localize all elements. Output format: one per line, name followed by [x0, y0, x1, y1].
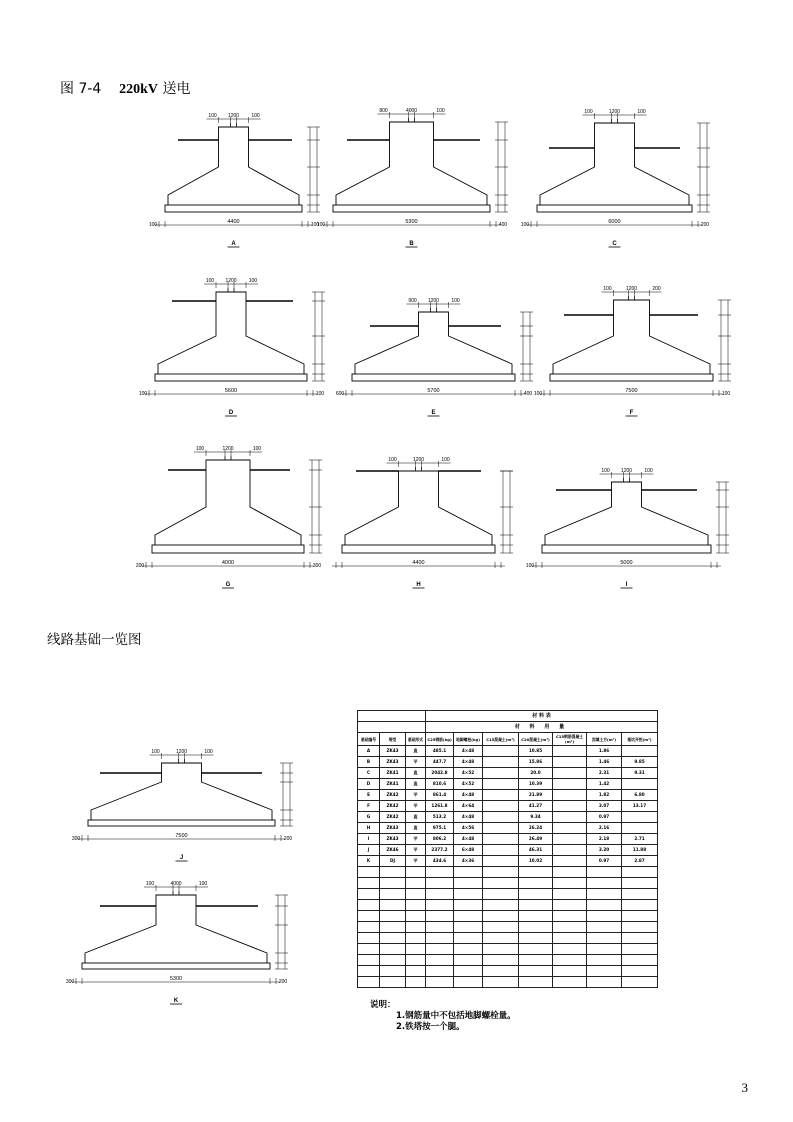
table-cell [553, 768, 587, 779]
pad-footing [342, 545, 495, 553]
table-cell: 485.1 [426, 746, 454, 757]
dim-label: 100 [520, 222, 530, 228]
table-cell: 1.86 [587, 746, 622, 757]
dim-label: 800 [379, 108, 388, 114]
dim-label: 600 [335, 391, 345, 397]
table-cell [483, 845, 519, 856]
dim-label: 100 [388, 457, 397, 463]
table-cell: 2.87 [622, 856, 658, 867]
table-cell [483, 801, 519, 812]
table-cell: 447.7 [426, 757, 454, 768]
table-cell [553, 812, 587, 823]
table-cell: 4×48 [454, 812, 483, 823]
table-empty-row [358, 889, 658, 900]
dim-label: 1200 [608, 109, 621, 115]
dim-label: 100 [145, 881, 155, 887]
table-cell: 直 [406, 812, 426, 823]
table-row [358, 834, 658, 845]
dim-label: 1200 [412, 457, 425, 463]
dim-label: 300 [312, 563, 322, 569]
dim-label: 7500 [625, 388, 638, 394]
table-cell: E [358, 790, 380, 801]
table-empty-row [358, 878, 658, 889]
table-row [358, 823, 658, 834]
table-cell [483, 746, 519, 757]
dim-label: 1200 [620, 468, 633, 474]
table-group-header: 材 料 用 量 [426, 722, 658, 733]
table-cell: 21.89 [519, 790, 553, 801]
table-cell [483, 834, 519, 845]
table-cell: 4×48 [454, 746, 483, 757]
table-cell [622, 746, 658, 757]
drawing-label: G [225, 582, 231, 588]
dim-label: 100 [208, 113, 217, 119]
dim-label: 100 [315, 391, 325, 397]
table-cell [483, 856, 519, 867]
table-header-row [358, 733, 658, 746]
table-cell [483, 757, 519, 768]
table-empty-row [358, 933, 658, 944]
table-cell: 4×36 [454, 856, 483, 867]
dim-label: 100 [533, 391, 543, 397]
table-cell: 直 [406, 779, 426, 790]
table-cell: ZK43 [380, 746, 406, 757]
table-cell [553, 746, 587, 757]
dim-label: 200 [700, 222, 710, 228]
table-cell: H [358, 823, 380, 834]
dim-label: 4000 [221, 560, 235, 566]
table-title: 材 料 表 [426, 711, 658, 722]
table-cell: 3.20 [587, 845, 622, 856]
column-header: 地脚螺栓(kg) [454, 733, 483, 746]
table-cell: 3.07 [587, 801, 622, 812]
dim-label: 100 [436, 108, 445, 114]
table-cell: 9.34 [519, 812, 553, 823]
page-title: 图 7-4 220kV 送电 [60, 81, 191, 97]
table-cell: 6×48 [454, 845, 483, 856]
dim-label: 100 [721, 391, 731, 397]
pad-footing [550, 374, 713, 381]
table-cell: 11.88 [622, 845, 658, 856]
notes [370, 1000, 516, 1033]
dim-label: 200 [135, 563, 145, 569]
table-row [358, 856, 658, 867]
table-cell: I [358, 834, 380, 845]
page-number: 3 [741, 1080, 748, 1095]
table-cell [483, 812, 519, 823]
table-cell: G [358, 812, 380, 823]
table-cell: 2.18 [587, 834, 622, 845]
table-cell: 1261.8 [426, 801, 454, 812]
table-cell: 810.6 [426, 779, 454, 790]
table-row [358, 790, 658, 801]
table-cell: 0.97 [587, 812, 622, 823]
column-header: 回填土方(m³) [587, 733, 622, 746]
dim-label: 200 [278, 979, 288, 985]
dim-label: 5600 [224, 388, 238, 394]
dim-label: 100 [205, 278, 215, 284]
table-cell [622, 823, 658, 834]
table-group-row [358, 722, 658, 733]
foundation-outline [158, 292, 304, 374]
table-cell [622, 812, 658, 823]
dim-label: 400 [498, 222, 508, 228]
table-row [358, 768, 658, 779]
table-cell: 26.24 [519, 823, 553, 834]
dim-label: 4400 [227, 219, 240, 225]
foundation-outline [336, 122, 487, 205]
dim-label: 1200 [175, 749, 188, 755]
table-cell: 9.31 [622, 768, 658, 779]
dim-label: 100 [637, 109, 646, 115]
table-cell: 4×48 [454, 757, 483, 768]
table-empty-row [358, 977, 658, 988]
table-cell: 861.4 [426, 790, 454, 801]
dim-label: 100 [148, 222, 158, 228]
foundation-outline [168, 127, 299, 205]
dim-label: 100 [451, 298, 460, 304]
dim-label: 6000 [608, 219, 621, 225]
foundation-outline [553, 300, 710, 374]
foundation-outline [155, 460, 301, 545]
table-row [358, 812, 658, 823]
dim-label: 100 [251, 113, 260, 119]
dim-label: 5700 [427, 388, 440, 394]
table-cell: 0.97 [587, 856, 622, 867]
drawing-label: A [231, 241, 236, 247]
table-cell: 平 [406, 856, 426, 867]
dim-label: 100 [310, 222, 320, 228]
dim-label: 100 [248, 278, 258, 284]
table-empty-row [358, 966, 658, 977]
table-cell: 9.85 [622, 757, 658, 768]
table-cell [553, 779, 587, 790]
dim-label: 1200 [225, 278, 237, 284]
column-header: C25钢筋(kg) [426, 733, 454, 746]
dim-label: 1200 [227, 113, 240, 119]
table-cell: ZK42 [380, 790, 406, 801]
dim-label: 100 [441, 457, 450, 463]
table-cell [483, 779, 519, 790]
table-cell: 4×48 [454, 834, 483, 845]
table-cell: 1.42 [587, 779, 622, 790]
table-cell: B [358, 757, 380, 768]
dim-label: 100 [198, 881, 208, 887]
table-cell: 13.17 [622, 801, 658, 812]
dim-label: 5000 [620, 560, 633, 566]
dim-label: 100 [138, 391, 148, 397]
table-cell: 1.46 [587, 757, 622, 768]
table-empty-row [358, 944, 658, 955]
table-cell: K [358, 856, 380, 867]
table-cell: 2.71 [622, 834, 658, 845]
table-cell [622, 779, 658, 790]
table-empty-row [358, 900, 658, 911]
pad-footing [537, 205, 692, 212]
dim-label: 200 [652, 286, 661, 292]
table-cell: ZK43 [380, 823, 406, 834]
table-cell: 平 [406, 845, 426, 856]
table-cell: ZK43 [380, 757, 406, 768]
dim-label: 300 [65, 979, 75, 985]
table-cell [483, 768, 519, 779]
table-row [358, 746, 658, 757]
dim-label: 300 [71, 836, 81, 842]
table-empty-row [358, 867, 658, 878]
table-row [358, 801, 658, 812]
dim-label: 4000 [170, 881, 182, 887]
table-cell: C [358, 768, 380, 779]
table-cell: 2042.8 [426, 768, 454, 779]
dim-label: 100 [584, 109, 593, 115]
table-cell [553, 834, 587, 845]
table-cell [553, 757, 587, 768]
table-cell: 1.82 [587, 790, 622, 801]
table-cell: 20.0 [519, 768, 553, 779]
pad-footing [333, 205, 490, 212]
dim-label: 400 [523, 391, 533, 397]
dim-label: 100 [151, 749, 160, 755]
table-cell: ZK43 [380, 834, 406, 845]
dim-label: 200 [283, 836, 293, 842]
table-cell [553, 790, 587, 801]
table-cell: 806.2 [426, 834, 454, 845]
table-cell: 46.31 [519, 845, 553, 856]
dim-label: 7500 [175, 833, 188, 839]
table-empty-row [358, 911, 658, 922]
table-cell: F [358, 801, 380, 812]
pad-footing [165, 205, 302, 212]
table-cell: 10.39 [519, 779, 553, 790]
note-1: 1.钢筋量中不包括地脚螺栓量。 [396, 1011, 516, 1021]
table-cell: A [358, 746, 380, 757]
table-cell: ZK41 [380, 768, 406, 779]
pad-footing [82, 963, 270, 969]
table-cell: 平 [406, 757, 426, 768]
foundation-outline [355, 312, 512, 374]
column-header: 基坑开挖(m³) [622, 733, 658, 746]
drawing-label: H [416, 582, 421, 588]
material-table [357, 710, 657, 997]
dim-label: 100 [316, 222, 326, 228]
table-row [358, 845, 658, 856]
table-cell: 513.2 [426, 812, 454, 823]
table-cell: 2.31 [587, 768, 622, 779]
table-cell [483, 823, 519, 834]
table-cell [553, 801, 587, 812]
drawing-label: B [409, 241, 414, 247]
table-row [358, 779, 658, 790]
column-header: 塔型 [380, 733, 406, 746]
table-cell: 平 [406, 790, 426, 801]
column-header: C15钢筋混凝土(m³) [553, 733, 587, 746]
column-header: 基础编号 [358, 733, 380, 746]
dim-label: 900 [408, 298, 417, 304]
drawing-label: D [228, 410, 234, 416]
foundation-outline [345, 471, 492, 545]
table-cell: 15.86 [519, 757, 553, 768]
dim-label: 100 [525, 563, 535, 569]
dim-label: 100 [204, 749, 213, 755]
drawing-label: E [431, 410, 436, 416]
dim-label: 4400 [412, 560, 425, 566]
table-cell: 4×64 [454, 801, 483, 812]
table-empty-row [358, 955, 658, 966]
drawing-label: F [629, 410, 634, 416]
column-header: C15混凝土(m³) [483, 733, 519, 746]
dim-label: 100 [195, 446, 205, 452]
table-cell: 10.85 [519, 746, 553, 757]
table-cell: 平 [406, 801, 426, 812]
table-cell: 975.1 [426, 823, 454, 834]
table-cell: 直 [406, 746, 426, 757]
dim-label: 1200 [427, 298, 440, 304]
table-cell: 4×52 [454, 768, 483, 779]
table-cell [553, 856, 587, 867]
dim-label: 4000 [405, 108, 418, 114]
table-cell: 6.80 [622, 790, 658, 801]
table-cell: 434.6 [426, 856, 454, 867]
table-cell: ZK42 [380, 812, 406, 823]
column-header: 基础形式 [406, 733, 426, 746]
table-cell: ZK42 [380, 801, 406, 812]
table-cell: ZK46 [380, 845, 406, 856]
dim-label: 100 [603, 286, 612, 292]
table-cell: DJ [380, 856, 406, 867]
table-cell: 10.02 [519, 856, 553, 867]
table-cell: D [358, 779, 380, 790]
drawing-label: K [173, 998, 179, 1004]
table-cell: 26.49 [519, 834, 553, 845]
table-cell: 41.27 [519, 801, 553, 812]
dim-label: 100 [252, 446, 262, 452]
pad-footing [152, 545, 304, 553]
drawing-label: J [179, 855, 184, 861]
dim-label: 1200 [625, 286, 638, 292]
note-2: 2.铁塔按一个腿。 [396, 1022, 465, 1032]
drawing-label: C [612, 241, 617, 247]
table-cell: 直 [406, 823, 426, 834]
table-cell: 2377.2 [426, 845, 454, 856]
pad-footing [542, 545, 711, 553]
table-empty-row [358, 922, 658, 933]
dim-label: 1200 [222, 446, 234, 452]
dim-label: 100 [644, 468, 653, 474]
table-title-row [358, 711, 658, 722]
pad-footing [155, 374, 307, 381]
foundation-outline [540, 123, 689, 205]
table-cell: 4×56 [454, 823, 483, 834]
notes-label: 说明： [370, 1000, 396, 1010]
table-cell: 直 [406, 768, 426, 779]
table-cell [553, 845, 587, 856]
table-cell: J [358, 845, 380, 856]
table-cell [553, 823, 587, 834]
table-cell [483, 790, 519, 801]
section-subtitle: 线路基础一览图 [47, 632, 142, 648]
drawing-label: I [625, 582, 628, 588]
table-cell: 2.16 [587, 823, 622, 834]
table-row [358, 757, 658, 768]
dim-label: 5300 [405, 219, 418, 225]
pad-footing [352, 374, 515, 381]
foundation-outline [91, 763, 272, 820]
dim-label: 100 [601, 468, 610, 474]
pad-footing [88, 820, 275, 826]
table-cell: 平 [406, 834, 426, 845]
dim-label: 5300 [169, 976, 183, 982]
table-cell: 4×48 [454, 790, 483, 801]
column-header: C20混凝土(m³) [519, 733, 553, 746]
table-cell: 4×52 [454, 779, 483, 790]
table-cell: ZK41 [380, 779, 406, 790]
foundation-outline [545, 482, 708, 545]
